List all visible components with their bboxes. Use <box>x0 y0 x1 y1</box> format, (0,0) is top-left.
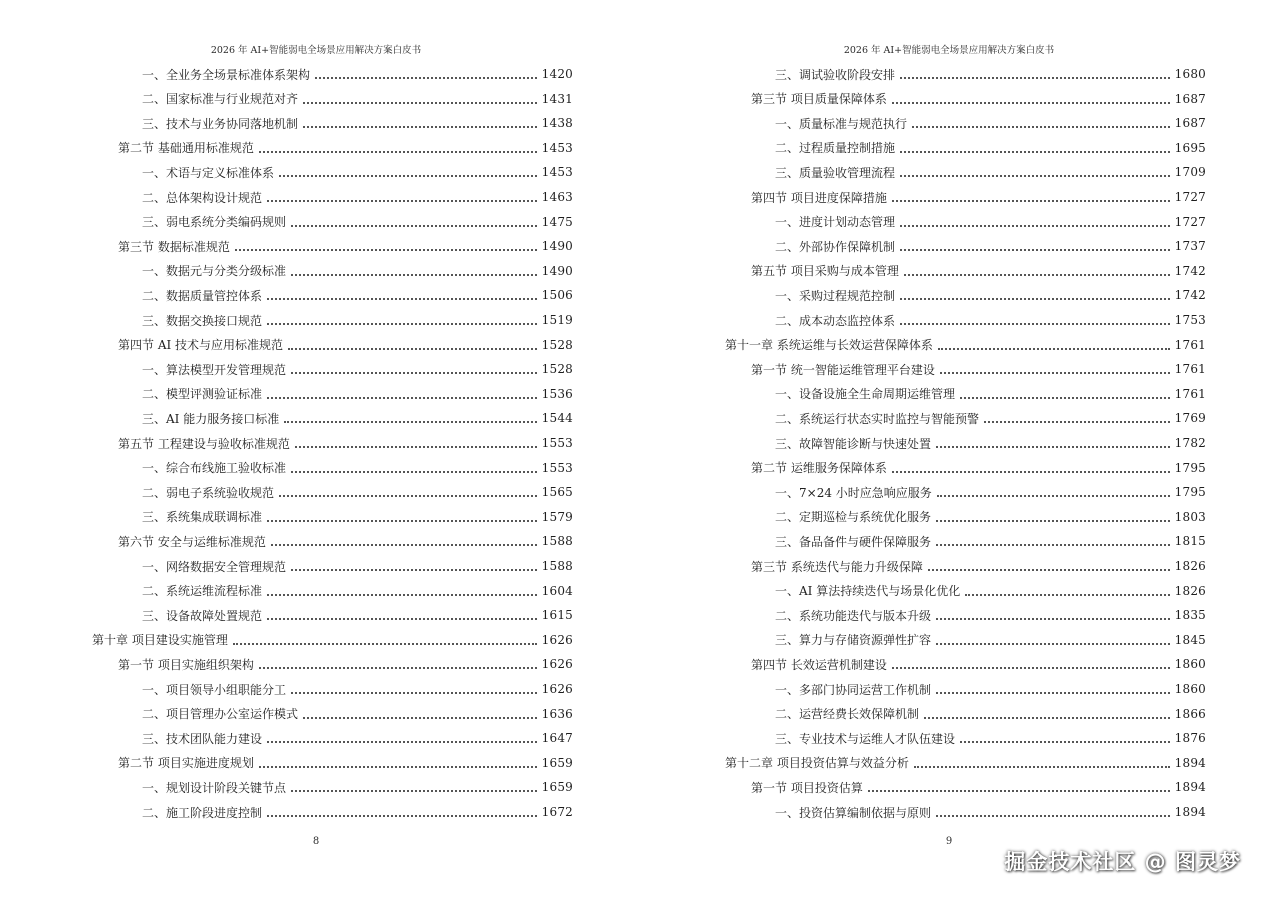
toc-entry-title: 第三节 数据标准规范 <box>118 239 230 254</box>
toc-entry-page-number: 1761 <box>1174 362 1206 377</box>
toc-entry-page-number: 1737 <box>1174 239 1206 254</box>
toc-entry-title: 第四节 长效运营机制建设 <box>751 657 887 672</box>
toc-entry[interactable] <box>142 800 573 824</box>
toc-entry-title: 三、技术团队能力建设 <box>142 731 263 746</box>
dot-leader <box>924 707 1170 719</box>
toc-entry[interactable] <box>118 529 573 553</box>
dot-leader <box>892 461 1170 473</box>
toc-entry-title: 一、多部门协同运营工作机制 <box>775 682 932 697</box>
toc-entry[interactable] <box>118 431 573 455</box>
dot-leader <box>984 411 1170 423</box>
toc-entry-title: 二、成本动态监控体系 <box>775 313 896 328</box>
toc-entry-page-number: 1680 <box>1174 67 1206 81</box>
toc-entry[interactable] <box>775 702 1206 726</box>
toc-entry[interactable] <box>775 529 1206 553</box>
dot-leader <box>271 534 537 546</box>
toc-entry-title: 第一节 项目实施组织架构 <box>118 657 254 672</box>
dot-leader <box>914 756 1170 768</box>
toc-entry-page-number: 1742 <box>1174 288 1206 303</box>
toc-entry[interactable] <box>751 652 1206 676</box>
toc-entry[interactable] <box>775 505 1206 529</box>
toc-entry[interactable] <box>775 406 1206 430</box>
toc-entry[interactable] <box>118 136 573 160</box>
toc-entry[interactable] <box>751 185 1206 209</box>
dot-leader <box>936 436 1170 448</box>
toc-entry[interactable] <box>775 160 1206 184</box>
dot-leader <box>233 633 537 645</box>
dot-leader <box>940 362 1170 374</box>
toc-entry[interactable] <box>751 357 1206 381</box>
toc-entry-page-number: 1579 <box>541 509 573 524</box>
toc-entry[interactable] <box>142 185 573 209</box>
dot-leader <box>965 584 1169 596</box>
toc-entry[interactable] <box>751 775 1206 799</box>
toc-entry[interactable] <box>775 677 1206 701</box>
toc-entry-page-number: 1528 <box>541 337 573 352</box>
toc-entry-title: 第十二章 项目投资估算与效益分析 <box>725 756 909 771</box>
dot-leader <box>259 657 537 669</box>
dot-leader <box>279 165 537 177</box>
toc-entry-title: 二、模型评测验证标准 <box>142 387 263 402</box>
toc-entry-title: 三、设备故障处置规范 <box>142 608 263 623</box>
toc-entry-title: 二、系统运维流程标准 <box>142 584 263 599</box>
toc-entry-page-number: 1815 <box>1174 534 1206 549</box>
toc-entry[interactable] <box>142 775 573 799</box>
toc-entry[interactable] <box>775 136 1206 160</box>
left-page <box>0 0 632 898</box>
toc-entry-title: 三、弱电系统分类编码规则 <box>142 215 287 230</box>
toc-entry-title: 三、算力与存储资源弹性扩容 <box>775 633 932 648</box>
toc-entry-title: 一、网络数据安全管理规范 <box>142 559 287 574</box>
watermark <box>1004 846 1241 876</box>
dot-leader <box>900 239 1170 251</box>
toc-entry-title: 第十一章 系统运维与长效运营保障体系 <box>725 338 933 353</box>
dot-leader <box>936 682 1170 694</box>
dot-leader <box>235 239 537 251</box>
dot-leader <box>960 387 1170 399</box>
toc-entry[interactable] <box>142 726 573 750</box>
dot-leader <box>288 338 537 350</box>
toc-entry-title: 二、总体架构设计规范 <box>142 190 263 205</box>
toc-entry-page-number: 1709 <box>1174 165 1206 180</box>
toc-entry-title: 第二节 基础通用标准规范 <box>118 141 254 156</box>
dot-leader <box>900 141 1170 153</box>
toc-entry-page-number: 1506 <box>541 288 573 303</box>
dot-leader <box>291 682 537 694</box>
toc-entry-title: 三、专业技术与运维人才队伍建设 <box>775 731 956 746</box>
toc-entry[interactable] <box>775 431 1206 455</box>
page-header: 2026 年 AI+智能弱电全场景应用解决方案白皮书 <box>210 45 422 56</box>
toc-entry-title: 一、投资估算编制依据与原则 <box>775 805 932 820</box>
toc-entry-title: 二、运营经费长效保障机制 <box>775 707 920 722</box>
toc-entry-page-number: 1588 <box>541 534 573 549</box>
dot-leader <box>912 116 1170 128</box>
toc-entry[interactable] <box>775 111 1206 135</box>
toc-entry-page-number: 1647 <box>541 731 573 746</box>
toc-entry[interactable] <box>775 579 1206 603</box>
toc-entry-page-number: 1636 <box>541 706 573 721</box>
dot-leader <box>267 313 537 325</box>
toc-entry-title: 一、AI 算法持续迭代与场景化优化 <box>775 584 961 599</box>
toc-entry-page-number: 1753 <box>1174 313 1206 327</box>
right-page <box>633 0 1265 898</box>
toc-entry-page-number: 1528 <box>541 362 573 377</box>
toc-entry-page-number: 1453 <box>541 140 573 155</box>
toc-entry-page-number: 1553 <box>541 436 573 450</box>
toc-entry[interactable] <box>751 554 1206 578</box>
toc-entry-page-number: 1475 <box>541 214 573 229</box>
toc-entry-page-number: 1795 <box>1174 460 1206 475</box>
toc-entry[interactable] <box>775 480 1206 504</box>
dot-leader <box>267 584 537 596</box>
dot-leader <box>937 485 1170 497</box>
toc-entry-page-number: 1519 <box>541 313 573 327</box>
dot-leader <box>303 707 537 719</box>
toc-entry-title: 二、定期巡检与系统优化服务 <box>775 510 932 525</box>
toc-entry-page-number: 1463 <box>541 190 573 204</box>
toc-entry[interactable] <box>142 480 573 504</box>
toc-entry-page-number: 1742 <box>1174 263 1206 278</box>
toc-entry[interactable] <box>142 259 573 283</box>
toc-entry-title: 二、国家标准与行业规范对齐 <box>142 92 299 107</box>
toc-entry-title: 三、调试验收阶段安排 <box>775 67 896 82</box>
toc-entry-title: 一、综合布线施工验收标准 <box>142 461 287 476</box>
toc-entry-page-number: 1761 <box>1174 386 1206 401</box>
toc-entry-title: 一、规划设计阶段关键节点 <box>142 780 287 795</box>
dot-leader <box>900 313 1170 325</box>
dot-leader <box>900 288 1170 300</box>
toc-entry-page-number: 1894 <box>1174 805 1206 819</box>
toc-entry-page-number: 1876 <box>1174 731 1206 746</box>
toc-entry-page-number: 1687 <box>1174 91 1206 106</box>
toc-entry-page-number: 1565 <box>541 485 573 500</box>
toc-entry-page-number: 1626 <box>541 632 573 647</box>
dot-leader <box>936 633 1170 645</box>
toc-entry-title: 二、项目管理办公室运作模式 <box>142 707 299 722</box>
toc-entry[interactable] <box>142 111 573 135</box>
toc-entry[interactable] <box>142 308 573 332</box>
dot-leader <box>900 67 1170 79</box>
dot-leader <box>900 215 1170 227</box>
toc-entry-title: 二、弱电子系统验收规范 <box>142 485 275 500</box>
toc-entry-title: 一、质量标准与规范执行 <box>775 116 908 131</box>
toc-entry-title: 第三节 系统迭代与能力升级保障 <box>751 559 923 574</box>
toc-entry[interactable] <box>775 726 1206 750</box>
toc-entry-page-number: 1769 <box>1174 411 1206 426</box>
dot-leader <box>936 534 1170 546</box>
dot-leader <box>267 608 537 620</box>
dot-leader <box>291 780 537 792</box>
toc-entry-title: 三、技术与业务协同落地机制 <box>142 116 299 131</box>
dot-leader <box>291 264 537 276</box>
toc-entry-page-number: 1894 <box>1174 780 1206 795</box>
toc-entry[interactable] <box>142 283 573 307</box>
toc-entry[interactable] <box>92 628 573 652</box>
dot-leader <box>267 805 537 817</box>
toc-entry-page-number: 1727 <box>1174 214 1206 229</box>
toc-entry-title: 一、设备设施全生命周期运维管理 <box>775 387 956 402</box>
toc-entry-page-number: 1588 <box>541 559 573 573</box>
toc-entry-title: 第六节 安全与运维标准规范 <box>118 534 266 549</box>
toc-entry[interactable] <box>775 382 1206 406</box>
toc-entry-page-number: 1826 <box>1174 583 1206 598</box>
toc-entry[interactable] <box>775 283 1206 307</box>
toc-entry[interactable] <box>118 333 573 357</box>
page-header: 2026 年 AI+智能弱电全场景应用解决方案白皮书 <box>843 45 1055 56</box>
toc-entry-title: 三、备品备件与硬件保障服务 <box>775 534 932 549</box>
toc-entry[interactable] <box>118 234 573 258</box>
toc-entry-page-number: 1803 <box>1174 509 1206 524</box>
toc-entry-title: 一、数据元与分类分级标准 <box>142 264 287 279</box>
watermark-text: 掘金技术社区 @ 图灵梦 <box>1004 850 1241 874</box>
dot-leader <box>303 116 537 128</box>
dot-leader <box>303 92 537 104</box>
toc-entry-title: 一、7×24 小时应急响应服务 <box>775 485 932 500</box>
dot-leader <box>259 141 537 153</box>
toc-entry-title: 一、术语与定义标准体系 <box>142 165 275 180</box>
toc-entry-page-number: 1687 <box>1174 116 1206 131</box>
toc-entry-page-number: 1894 <box>1174 755 1206 770</box>
toc-entry-page-number: 1672 <box>541 805 573 819</box>
dot-leader <box>291 362 537 374</box>
toc-entry[interactable] <box>775 210 1206 234</box>
toc-entry[interactable] <box>142 579 573 603</box>
dot-leader <box>267 387 537 399</box>
dot-leader <box>291 559 537 571</box>
toc-entry[interactable] <box>142 603 573 627</box>
toc-entry-title: 三、数据交换接口规范 <box>142 313 263 328</box>
toc-entry-page-number: 1615 <box>541 608 573 623</box>
toc-entry[interactable] <box>142 160 573 184</box>
toc-entry-title: 二、过程质量控制措施 <box>775 141 896 156</box>
toc-entry[interactable] <box>142 554 573 578</box>
toc-entry-title: 二、外部协作保障机制 <box>775 239 896 254</box>
toc-entry-page-number: 1795 <box>1174 485 1206 500</box>
toc-entry-page-number: 1553 <box>541 460 573 475</box>
toc-entry-page-number: 1761 <box>1174 337 1206 352</box>
dot-leader <box>295 436 537 448</box>
toc-entry[interactable] <box>142 702 573 726</box>
dot-leader <box>279 485 537 497</box>
toc-entry-page-number: 1626 <box>541 657 573 672</box>
toc-entry-title: 二、系统运行状态实时监控与智能预警 <box>775 411 980 426</box>
toc-entry[interactable] <box>142 505 573 529</box>
toc-entry-title: 三、故障智能诊断与快速处置 <box>775 436 932 451</box>
page-number: 9 <box>945 836 953 847</box>
dot-leader <box>267 731 537 743</box>
toc-entry[interactable] <box>775 628 1206 652</box>
toc-entry[interactable] <box>142 87 573 111</box>
toc-entry-page-number: 1438 <box>541 116 573 131</box>
toc-entry-title: 第五节 工程建设与验收标准规范 <box>118 436 290 451</box>
toc-entry[interactable] <box>751 456 1206 480</box>
toc-entry-page-number: 1727 <box>1174 190 1206 204</box>
dot-leader <box>928 559 1170 571</box>
toc-entry-title: 第一节 统一智能运维管理平台建设 <box>751 362 935 377</box>
toc-entry-title: 二、施工阶段进度控制 <box>142 805 263 820</box>
toc-entry-title: 一、算法模型开发管理规范 <box>142 362 287 377</box>
toc-entry[interactable] <box>775 800 1206 824</box>
toc-entry-title: 三、AI 能力服务接口标准 <box>142 411 280 426</box>
dot-leader <box>904 264 1170 276</box>
toc-entry-page-number: 1490 <box>541 239 573 254</box>
toc-entry-page-number: 1845 <box>1174 632 1206 647</box>
toc-entry[interactable] <box>725 751 1206 775</box>
dot-leader <box>936 805 1170 817</box>
toc-entry-title: 三、系统集成联调标准 <box>142 510 263 525</box>
dot-leader <box>291 215 537 227</box>
toc-entry-title: 第一节 项目投资估算 <box>751 780 863 795</box>
dot-leader <box>892 92 1170 104</box>
toc-entry-title: 第四节 AI 技术与应用标准规范 <box>118 338 284 353</box>
toc-entry[interactable] <box>142 382 573 406</box>
toc-entry[interactable] <box>775 603 1206 627</box>
toc-entry-page-number: 1782 <box>1174 436 1206 450</box>
toc-entry-page-number: 1695 <box>1174 140 1206 155</box>
toc-entry-page-number: 1826 <box>1174 559 1206 573</box>
toc-entry-title: 二、系统功能迭代与版本升级 <box>775 608 932 623</box>
toc-entry-page-number: 1866 <box>1174 706 1206 721</box>
toc-entry[interactable] <box>751 259 1206 283</box>
toc-entry[interactable] <box>142 62 573 86</box>
dot-leader <box>936 608 1170 620</box>
toc-entry-title: 第四节 项目进度保障措施 <box>751 190 887 205</box>
toc-entry[interactable] <box>725 333 1206 357</box>
toc-entry-page-number: 1420 <box>541 67 573 81</box>
toc-entry-title: 第三节 项目质量保障体系 <box>751 92 887 107</box>
toc-entry-title: 第十章 项目建设实施管理 <box>92 633 228 648</box>
toc-entry-page-number: 1453 <box>541 165 573 180</box>
toc-entry[interactable] <box>775 308 1206 332</box>
toc-entry[interactable] <box>142 357 573 381</box>
dot-leader <box>284 411 536 423</box>
toc-entry[interactable] <box>142 456 573 480</box>
dot-leader <box>267 510 537 522</box>
toc-entry[interactable] <box>775 62 1206 86</box>
toc-entry[interactable] <box>775 234 1206 258</box>
toc-entry-title: 第五节 项目采购与成本管理 <box>751 264 899 279</box>
toc-entry-page-number: 1860 <box>1174 657 1206 672</box>
toc-entry-page-number: 1860 <box>1174 682 1206 696</box>
dot-leader <box>291 461 537 473</box>
toc-entry-title: 第二节 项目实施进度规划 <box>118 756 254 771</box>
toc-entry-page-number: 1835 <box>1174 608 1206 623</box>
dot-leader <box>892 190 1170 202</box>
toc-entry-title: 第二节 运维服务保障体系 <box>751 461 887 476</box>
toc-entry-page-number: 1536 <box>541 386 573 401</box>
dot-leader <box>259 756 537 768</box>
toc-entry-page-number: 1626 <box>541 682 573 696</box>
toc-entry-page-number: 1431 <box>541 91 573 106</box>
page-number: 8 <box>312 836 320 847</box>
toc-entry-title: 三、质量验收管理流程 <box>775 165 896 180</box>
toc-entry-title: 一、项目领导小组职能分工 <box>142 682 287 697</box>
toc-entry[interactable] <box>142 677 573 701</box>
toc-entry[interactable] <box>118 751 573 775</box>
toc-entry-title: 一、全业务全场景标准体系架构 <box>142 67 311 82</box>
toc-entry-title: 二、数据质量管控体系 <box>142 288 263 303</box>
toc-entry-page-number: 1659 <box>541 780 573 795</box>
dot-leader <box>315 67 537 79</box>
toc-entry-page-number: 1544 <box>541 411 573 426</box>
dot-leader <box>868 780 1170 792</box>
toc-entry-title: 一、进度计划动态管理 <box>775 215 896 230</box>
toc-entry-page-number: 1659 <box>541 755 573 770</box>
toc-entry-page-number: 1604 <box>541 583 573 598</box>
dot-leader <box>960 731 1170 743</box>
toc-entry[interactable] <box>142 406 573 430</box>
dot-leader <box>938 338 1170 350</box>
dot-leader <box>892 657 1170 669</box>
toc-entry-title: 一、采购过程规范控制 <box>775 288 896 303</box>
toc-entry[interactable] <box>751 87 1206 111</box>
toc-entry[interactable] <box>118 652 573 676</box>
dot-leader <box>900 165 1170 177</box>
dot-leader <box>936 510 1170 522</box>
toc-entry[interactable] <box>142 210 573 234</box>
dot-leader <box>267 288 537 300</box>
dot-leader <box>267 190 537 202</box>
toc-entry-page-number: 1490 <box>541 263 573 278</box>
